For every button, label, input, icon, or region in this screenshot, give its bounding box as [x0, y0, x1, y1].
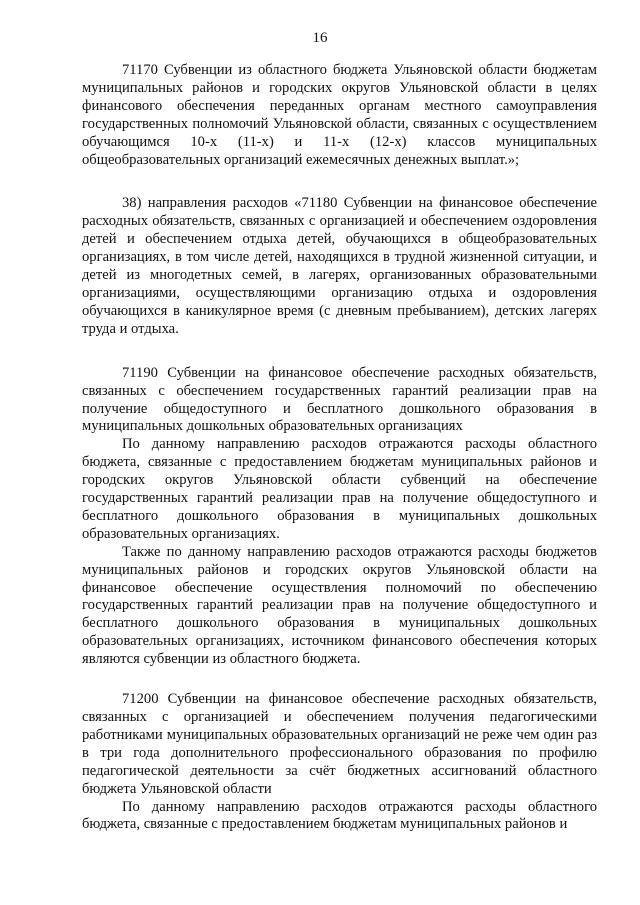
paragraph-71170: 71170 Субвенции из областного бюджета Ульяновской области бюджетам муниципальных районов и городских округов Ульяновской области в целях финансового обеспечения переданных органам местного самоуправления государственных полномочий Ульяновской области, связанных с осуществлением обучающимся 10-х (11-х) и 11-х (12-х) классов муниципальных общеобразовательных организаций ежемесячных денежных выплат.»; — [82, 62, 597, 168]
document-body — [82, 62, 597, 834]
paragraph-71190-regional: По данному направлению расходов отражаются расходы областного бюджета, связанные с предоставлением бюджетам муниципальных районов и городских округов Ульяновской области субвенций на обеспечение государственных гарантий реализации прав на получение общедоступного и бесплатного дошкольного образования в муниципальных дошкольных образовательных организациях. — [82, 436, 597, 542]
paragraph-gap — [82, 339, 597, 365]
paragraph-gap — [82, 669, 597, 691]
paragraph-71190-municipal: Также по данному направлению расходов отражаются расходы бюджетов муниципальных районов и городских округов Ульяновской области на финансовое обеспечение осуществления полномочий по обеспечению государственных гарантий реализации прав на получение общедоступного и бесплатного дошкольного образования в муниципальных дошкольных образовательных организациях, источником финансового обеспечения которых являются субвенции из областного бюджета. — [82, 543, 597, 668]
paragraph-71200-regional: По данному направлению расходов отражаются расходы областного бюджета, связанные с предоставлением бюджетам муниципальных районов и — [82, 798, 597, 833]
paragraph-71200-heading: 71200 Субвенции на финансовое обеспечение расходных обязательств, связанных с организацией и обеспечением получения педагогическими работниками муниципальных образовательных организаций не реже чем один раз в три года дополнительного профессионального образования по профилю педагогической деятельности за счёт бюджетных ассигнований областного бюджета Ульяновской области — [82, 691, 597, 797]
paragraph-71190-heading: 71190 Субвенции на финансовое обеспечение расходных обязательств, связанных с обеспечением государственных гарантий реализации прав на получение общедоступного и бесплатного дошкольного образования в муниципальных дошкольных образовательных организациях — [82, 364, 597, 435]
paragraph-38-direction: 38) направления расходов «71180 Субвенции на финансовое обеспечение расходных обязательств, связанных с организацией и обеспечением оздоровления детей и обеспечением отдыха детей, обучающихся в общеобразовательных организациях, в том числе детей, находящихся в трудной жизненной ситуации, и детей из многодетных семей, в лагерях, организованных образовательными организациями, осуществляющими организацию отдыха и оздоровления обучающихся в каникулярное время (с дневным пребыванием), детских лагерях труда и отдыха. — [82, 195, 597, 337]
page-number: 16 — [312, 30, 328, 46]
paragraph-gap — [82, 169, 597, 195]
